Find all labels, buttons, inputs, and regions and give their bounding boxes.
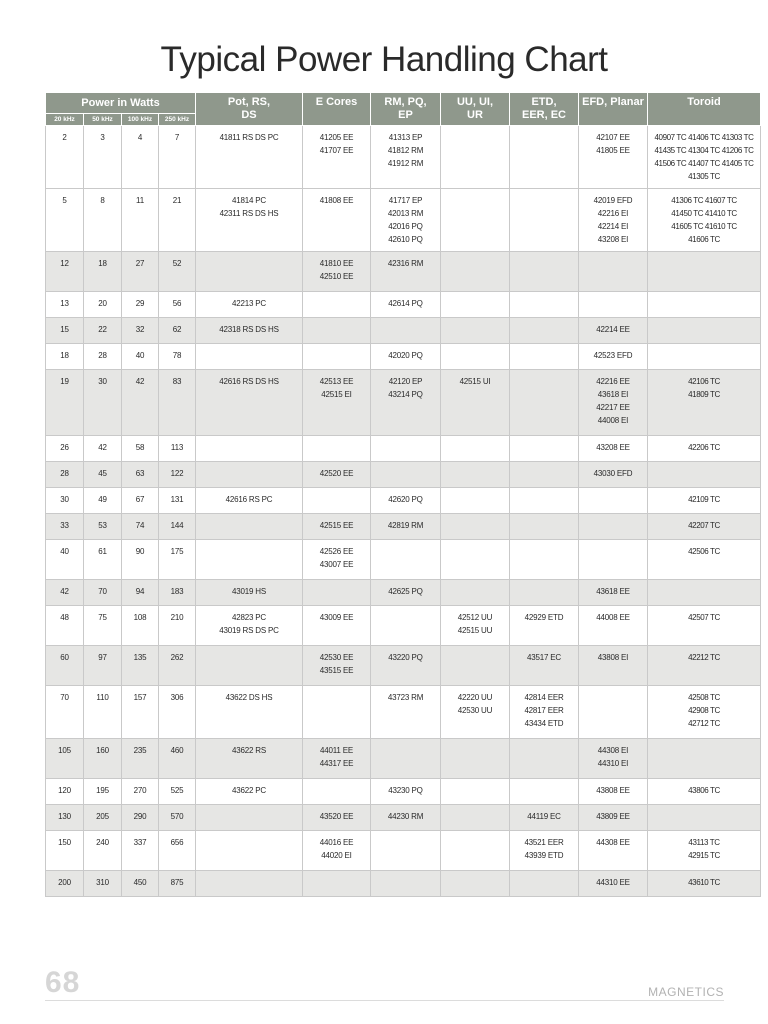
core-cell-etd-eer-ec xyxy=(510,514,579,540)
power-cell-100khz: 90 xyxy=(122,540,159,580)
core-cell-etd-eer-ec: 42814 EER 42817 EER 43434 ETD xyxy=(510,686,579,739)
core-cell-etd-eer-ec xyxy=(510,292,579,318)
core-cell-uu-ui-ur xyxy=(441,292,510,318)
core-cell-efd-planar: 42214 EE xyxy=(579,318,648,344)
core-cell-uu-ui-ur xyxy=(441,580,510,606)
core-cell-uu-ui-ur: 42220 UU 42530 UU xyxy=(441,686,510,739)
core-cell-toroid: 42212 TC xyxy=(648,646,761,686)
core-cell-pot-rs-ds xyxy=(196,540,303,580)
core-cell-toroid: 40907 TC 41406 TC 41303 TC 41435 TC 41304 TC 41206 TC 41506 TC 41407 TC 41405 TC 41305 TC xyxy=(648,126,761,189)
power-cell-250khz: 183 xyxy=(159,580,196,606)
power-cell-100khz: 157 xyxy=(122,686,159,739)
core-cell-etd-eer-ec: 42929 ETD xyxy=(510,606,579,646)
power-cell-100khz: 58 xyxy=(122,436,159,462)
power-cell-50khz: 240 xyxy=(84,831,122,871)
power-cell-100khz: 29 xyxy=(122,292,159,318)
core-cell-toroid: 43806 TC xyxy=(648,779,761,805)
core-cell-e-cores: 44016 EE 44020 EI xyxy=(303,831,371,871)
page-title: Typical Power Handling Chart xyxy=(160,40,608,79)
core-cell-e-cores: 44011 EE 44317 EE xyxy=(303,739,371,779)
power-cell-50khz: 70 xyxy=(84,580,122,606)
core-cell-e-cores xyxy=(303,580,371,606)
core-cell-toroid: 42206 TC xyxy=(648,436,761,462)
core-cell-efd-planar xyxy=(579,488,648,514)
core-cell-e-cores: 42513 EE 42515 EI xyxy=(303,370,371,436)
power-cell-50khz: 97 xyxy=(84,646,122,686)
power-cell-50khz: 45 xyxy=(84,462,122,488)
core-cell-uu-ui-ur xyxy=(441,646,510,686)
col-header-toroid: Toroid xyxy=(648,93,761,126)
power-cell-250khz: 56 xyxy=(159,292,196,318)
table-row xyxy=(46,462,761,488)
core-cell-etd-eer-ec: 43521 EER 43939 ETD xyxy=(510,831,579,871)
core-cell-uu-ui-ur xyxy=(441,252,510,292)
power-cell-20khz: 48 xyxy=(46,606,84,646)
core-cell-rm-pq-ep: 42819 RM xyxy=(371,514,441,540)
core-cell-e-cores: 42515 EE xyxy=(303,514,371,540)
core-cell-rm-pq-ep: 43220 PQ xyxy=(371,646,441,686)
core-cell-uu-ui-ur xyxy=(441,462,510,488)
core-cell-pot-rs-ds: 41811 RS DS PC xyxy=(196,126,303,189)
power-cell-20khz: 42 xyxy=(46,580,84,606)
core-cell-pot-rs-ds xyxy=(196,462,303,488)
core-cell-etd-eer-ec xyxy=(510,871,579,897)
core-cell-toroid xyxy=(648,344,761,370)
power-cell-50khz: 75 xyxy=(84,606,122,646)
core-cell-e-cores: 42520 EE xyxy=(303,462,371,488)
core-cell-toroid: 43113 TC 42915 TC xyxy=(648,831,761,871)
power-cell-20khz: 12 xyxy=(46,252,84,292)
core-cell-pot-rs-ds: 42213 PC xyxy=(196,292,303,318)
core-cell-rm-pq-ep xyxy=(371,462,441,488)
table-row xyxy=(46,370,761,436)
power-cell-100khz: 27 xyxy=(122,252,159,292)
table-row xyxy=(46,871,761,897)
power-cell-250khz: 570 xyxy=(159,805,196,831)
core-cell-etd-eer-ec xyxy=(510,436,579,462)
core-cell-efd-planar: 42523 EFD xyxy=(579,344,648,370)
core-cell-rm-pq-ep xyxy=(371,831,441,871)
power-cell-50khz: 28 xyxy=(84,344,122,370)
power-cell-20khz: 130 xyxy=(46,805,84,831)
core-cell-e-cores: 43520 EE xyxy=(303,805,371,831)
core-cell-rm-pq-ep: 43230 PQ xyxy=(371,779,441,805)
power-cell-50khz: 18 xyxy=(84,252,122,292)
power-cell-20khz: 13 xyxy=(46,292,84,318)
core-cell-efd-planar xyxy=(579,292,648,318)
col-header-rm-pq-ep: RM, PQ, EP xyxy=(371,93,441,126)
core-cell-pot-rs-ds xyxy=(196,344,303,370)
core-cell-e-cores: 42526 EE 43007 EE xyxy=(303,540,371,580)
core-cell-toroid xyxy=(648,580,761,606)
core-cell-efd-planar: 43808 EE xyxy=(579,779,648,805)
core-cell-toroid xyxy=(648,462,761,488)
core-cell-rm-pq-ep: 42614 PQ xyxy=(371,292,441,318)
core-cell-etd-eer-ec: 43517 EC xyxy=(510,646,579,686)
core-cell-etd-eer-ec xyxy=(510,318,579,344)
table-row xyxy=(46,292,761,318)
core-cell-rm-pq-ep: 44230 RM xyxy=(371,805,441,831)
power-cell-50khz: 195 xyxy=(84,779,122,805)
table-row xyxy=(46,831,761,871)
table-row xyxy=(46,436,761,462)
power-cell-20khz: 30 xyxy=(46,488,84,514)
core-cell-uu-ui-ur xyxy=(441,805,510,831)
power-cell-100khz: 337 xyxy=(122,831,159,871)
power-cell-100khz: 135 xyxy=(122,646,159,686)
table-row xyxy=(46,514,761,540)
core-cell-efd-planar xyxy=(579,514,648,540)
core-cell-efd-planar: 44008 EE xyxy=(579,606,648,646)
power-cell-250khz: 306 xyxy=(159,686,196,739)
core-cell-uu-ui-ur xyxy=(441,126,510,189)
core-cell-uu-ui-ur xyxy=(441,318,510,344)
core-cell-uu-ui-ur xyxy=(441,488,510,514)
power-cell-100khz: 108 xyxy=(122,606,159,646)
power-cell-20khz: 5 xyxy=(46,189,84,252)
core-cell-pot-rs-ds xyxy=(196,831,303,871)
power-cell-100khz: 94 xyxy=(122,580,159,606)
core-cell-rm-pq-ep xyxy=(371,436,441,462)
core-cell-uu-ui-ur xyxy=(441,436,510,462)
power-cell-20khz: 120 xyxy=(46,779,84,805)
core-cell-pot-rs-ds xyxy=(196,805,303,831)
power-cell-20khz: 15 xyxy=(46,318,84,344)
core-cell-efd-planar: 43208 EE xyxy=(579,436,648,462)
page-number: 68 xyxy=(45,966,81,999)
core-cell-rm-pq-ep: 41313 EP 41812 RM 41912 RM xyxy=(371,126,441,189)
power-cell-100khz: 40 xyxy=(122,344,159,370)
table-row xyxy=(46,189,761,252)
core-cell-efd-planar: 43030 EFD xyxy=(579,462,648,488)
table-row xyxy=(46,488,761,514)
core-cell-pot-rs-ds xyxy=(196,871,303,897)
core-cell-etd-eer-ec xyxy=(510,739,579,779)
core-cell-toroid: 42109 TC xyxy=(648,488,761,514)
power-cell-250khz: 210 xyxy=(159,606,196,646)
core-cell-pot-rs-ds: 43019 HS xyxy=(196,580,303,606)
power-handling-table xyxy=(45,92,761,897)
power-cell-100khz: 32 xyxy=(122,318,159,344)
core-cell-pot-rs-ds: 43622 RS xyxy=(196,739,303,779)
power-cell-100khz: 4 xyxy=(122,126,159,189)
power-cell-100khz: 11 xyxy=(122,189,159,252)
core-cell-rm-pq-ep xyxy=(371,318,441,344)
core-cell-pot-rs-ds: 42616 RS DS HS xyxy=(196,370,303,436)
power-cell-50khz: 310 xyxy=(84,871,122,897)
col-header-etd-eer-ec: ETD, EER, EC xyxy=(510,93,579,126)
core-cell-e-cores xyxy=(303,686,371,739)
power-cell-50khz: 22 xyxy=(84,318,122,344)
power-cell-50khz: 3 xyxy=(84,126,122,189)
power-cell-250khz: 52 xyxy=(159,252,196,292)
col-header-efd-planar: EFD, Planar xyxy=(579,93,648,126)
core-cell-etd-eer-ec xyxy=(510,370,579,436)
power-cell-250khz: 21 xyxy=(159,189,196,252)
core-cell-efd-planar: 42107 EE 41805 EE xyxy=(579,126,648,189)
col-header-pot-rs-ds: Pot, RS, DS xyxy=(196,93,303,126)
power-cell-50khz: 49 xyxy=(84,488,122,514)
core-cell-e-cores xyxy=(303,488,371,514)
power-cell-50khz: 61 xyxy=(84,540,122,580)
power-cell-250khz: 122 xyxy=(159,462,196,488)
core-cell-uu-ui-ur xyxy=(441,540,510,580)
table-row xyxy=(46,252,761,292)
power-cell-50khz: 20 xyxy=(84,292,122,318)
footer-divider xyxy=(45,1000,724,1001)
core-cell-etd-eer-ec xyxy=(510,462,579,488)
table-row xyxy=(46,805,761,831)
power-cell-50khz: 160 xyxy=(84,739,122,779)
core-cell-efd-planar: 43809 EE xyxy=(579,805,648,831)
core-cell-rm-pq-ep: 41717 EP 42013 RM 42016 PQ 42610 PQ xyxy=(371,189,441,252)
core-cell-etd-eer-ec xyxy=(510,126,579,189)
power-cell-250khz: 62 xyxy=(159,318,196,344)
freq-header-250khz: 250 kHz xyxy=(159,114,196,126)
power-cell-250khz: 656 xyxy=(159,831,196,871)
power-in-watts-header: Power in Watts xyxy=(46,93,196,114)
power-cell-250khz: 78 xyxy=(159,344,196,370)
core-cell-pot-rs-ds xyxy=(196,646,303,686)
power-cell-250khz: 7 xyxy=(159,126,196,189)
power-cell-20khz: 28 xyxy=(46,462,84,488)
core-cell-pot-rs-ds: 42823 PC 43019 RS DS PC xyxy=(196,606,303,646)
core-cell-e-cores: 43009 EE xyxy=(303,606,371,646)
power-cell-100khz: 450 xyxy=(122,871,159,897)
table-row xyxy=(46,686,761,739)
core-cell-uu-ui-ur xyxy=(441,739,510,779)
core-cell-uu-ui-ur xyxy=(441,871,510,897)
power-cell-20khz: 150 xyxy=(46,831,84,871)
core-cell-etd-eer-ec xyxy=(510,540,579,580)
power-cell-250khz: 175 xyxy=(159,540,196,580)
core-cell-etd-eer-ec xyxy=(510,252,579,292)
power-cell-20khz: 200 xyxy=(46,871,84,897)
core-cell-toroid xyxy=(648,252,761,292)
power-cell-20khz: 33 xyxy=(46,514,84,540)
power-cell-100khz: 290 xyxy=(122,805,159,831)
core-cell-toroid: 42507 TC xyxy=(648,606,761,646)
core-cell-e-cores: 41810 EE 42510 EE xyxy=(303,252,371,292)
core-cell-pot-rs-ds: 42318 RS DS HS xyxy=(196,318,303,344)
core-cell-toroid xyxy=(648,805,761,831)
brand-label: MAGNETICS xyxy=(648,985,724,999)
core-cell-toroid: 43610 TC xyxy=(648,871,761,897)
core-cell-pot-rs-ds: 42616 RS PC xyxy=(196,488,303,514)
core-cell-etd-eer-ec: 44119 EC xyxy=(510,805,579,831)
power-cell-20khz: 2 xyxy=(46,126,84,189)
core-cell-efd-planar: 42216 EE 43618 EI 42217 EE 44008 EI xyxy=(579,370,648,436)
power-cell-250khz: 144 xyxy=(159,514,196,540)
core-cell-efd-planar xyxy=(579,252,648,292)
core-cell-rm-pq-ep xyxy=(371,540,441,580)
table-row xyxy=(46,318,761,344)
table-row xyxy=(46,646,761,686)
power-cell-50khz: 8 xyxy=(84,189,122,252)
core-cell-e-cores xyxy=(303,344,371,370)
core-cell-rm-pq-ep: 43723 RM xyxy=(371,686,441,739)
core-cell-efd-planar: 44310 EE xyxy=(579,871,648,897)
core-cell-efd-planar: 43808 EI xyxy=(579,646,648,686)
power-cell-20khz: 105 xyxy=(46,739,84,779)
core-cell-rm-pq-ep: 42020 PQ xyxy=(371,344,441,370)
core-cell-e-cores: 42530 EE 43515 EE xyxy=(303,646,371,686)
core-cell-uu-ui-ur xyxy=(441,779,510,805)
power-cell-20khz: 18 xyxy=(46,344,84,370)
core-cell-efd-planar: 44308 EI 44310 EI xyxy=(579,739,648,779)
core-cell-e-cores xyxy=(303,871,371,897)
power-cell-250khz: 83 xyxy=(159,370,196,436)
power-cell-100khz: 270 xyxy=(122,779,159,805)
core-cell-e-cores xyxy=(303,779,371,805)
core-cell-uu-ui-ur xyxy=(441,344,510,370)
core-cell-efd-planar: 42019 EFD 42216 EI 42214 EI 43208 EI xyxy=(579,189,648,252)
col-header-uu-ui-ur: UU, UI, UR xyxy=(441,93,510,126)
power-cell-20khz: 60 xyxy=(46,646,84,686)
core-cell-rm-pq-ep: 42625 PQ xyxy=(371,580,441,606)
core-cell-etd-eer-ec xyxy=(510,344,579,370)
power-cell-50khz: 53 xyxy=(84,514,122,540)
power-cell-250khz: 131 xyxy=(159,488,196,514)
table-row xyxy=(46,344,761,370)
core-cell-etd-eer-ec xyxy=(510,779,579,805)
power-cell-250khz: 525 xyxy=(159,779,196,805)
core-cell-e-cores xyxy=(303,292,371,318)
core-cell-toroid xyxy=(648,318,761,344)
core-cell-rm-pq-ep: 42620 PQ xyxy=(371,488,441,514)
core-cell-rm-pq-ep xyxy=(371,606,441,646)
col-header-e-cores: E Cores xyxy=(303,93,371,126)
power-cell-250khz: 460 xyxy=(159,739,196,779)
power-cell-50khz: 110 xyxy=(84,686,122,739)
core-cell-etd-eer-ec xyxy=(510,580,579,606)
table-row xyxy=(46,580,761,606)
power-cell-50khz: 30 xyxy=(84,370,122,436)
freq-header-20khz: 20 kHz xyxy=(46,114,84,126)
table-row xyxy=(46,779,761,805)
core-cell-toroid xyxy=(648,739,761,779)
core-cell-toroid: 42506 TC xyxy=(648,540,761,580)
core-cell-efd-planar xyxy=(579,540,648,580)
core-cell-e-cores: 41205 EE 41707 EE xyxy=(303,126,371,189)
power-cell-20khz: 70 xyxy=(46,686,84,739)
table-body xyxy=(46,126,761,897)
core-cell-etd-eer-ec xyxy=(510,189,579,252)
power-cell-100khz: 42 xyxy=(122,370,159,436)
power-cell-250khz: 875 xyxy=(159,871,196,897)
core-cell-etd-eer-ec xyxy=(510,488,579,514)
core-cell-uu-ui-ur xyxy=(441,514,510,540)
core-cell-pot-rs-ds: 43622 DS HS xyxy=(196,686,303,739)
core-cell-uu-ui-ur xyxy=(441,831,510,871)
table-row xyxy=(46,540,761,580)
core-cell-pot-rs-ds: 41814 PC 42311 RS DS HS xyxy=(196,189,303,252)
core-cell-e-cores xyxy=(303,318,371,344)
power-cell-250khz: 113 xyxy=(159,436,196,462)
core-cell-rm-pq-ep: 42120 EP 43214 PQ xyxy=(371,370,441,436)
power-cell-50khz: 42 xyxy=(84,436,122,462)
freq-header-100khz: 100 kHz xyxy=(122,114,159,126)
core-cell-efd-planar xyxy=(579,686,648,739)
core-cell-efd-planar: 43618 EE xyxy=(579,580,648,606)
power-cell-20khz: 26 xyxy=(46,436,84,462)
table-row xyxy=(46,606,761,646)
power-cell-100khz: 235 xyxy=(122,739,159,779)
core-cell-rm-pq-ep xyxy=(371,871,441,897)
freq-header-50khz: 50 kHz xyxy=(84,114,122,126)
core-cell-e-cores xyxy=(303,436,371,462)
power-cell-100khz: 63 xyxy=(122,462,159,488)
core-cell-pot-rs-ds: 43622 PC xyxy=(196,779,303,805)
core-cell-pot-rs-ds xyxy=(196,252,303,292)
power-cell-100khz: 67 xyxy=(122,488,159,514)
core-cell-uu-ui-ur: 42512 UU 42515 UU xyxy=(441,606,510,646)
power-cell-100khz: 74 xyxy=(122,514,159,540)
core-cell-pot-rs-ds xyxy=(196,514,303,540)
core-cell-uu-ui-ur: 42515 UI xyxy=(441,370,510,436)
core-cell-toroid: 41306 TC 41607 TC 41450 TC 41410 TC 41605 TC 41610 TC 41606 TC xyxy=(648,189,761,252)
core-cell-e-cores: 41808 EE xyxy=(303,189,371,252)
power-cell-20khz: 40 xyxy=(46,540,84,580)
core-cell-toroid: 42207 TC xyxy=(648,514,761,540)
table-row xyxy=(46,126,761,189)
power-cell-50khz: 205 xyxy=(84,805,122,831)
core-cell-toroid: 42508 TC 42908 TC 42712 TC xyxy=(648,686,761,739)
core-cell-rm-pq-ep: 42316 RM xyxy=(371,252,441,292)
core-cell-toroid: 42106 TC 41809 TC xyxy=(648,370,761,436)
core-cell-pot-rs-ds xyxy=(196,436,303,462)
table-row xyxy=(46,739,761,779)
core-cell-toroid xyxy=(648,292,761,318)
power-cell-20khz: 19 xyxy=(46,370,84,436)
core-cell-uu-ui-ur xyxy=(441,189,510,252)
core-cell-rm-pq-ep xyxy=(371,739,441,779)
core-cell-efd-planar: 44308 EE xyxy=(579,831,648,871)
power-cell-250khz: 262 xyxy=(159,646,196,686)
